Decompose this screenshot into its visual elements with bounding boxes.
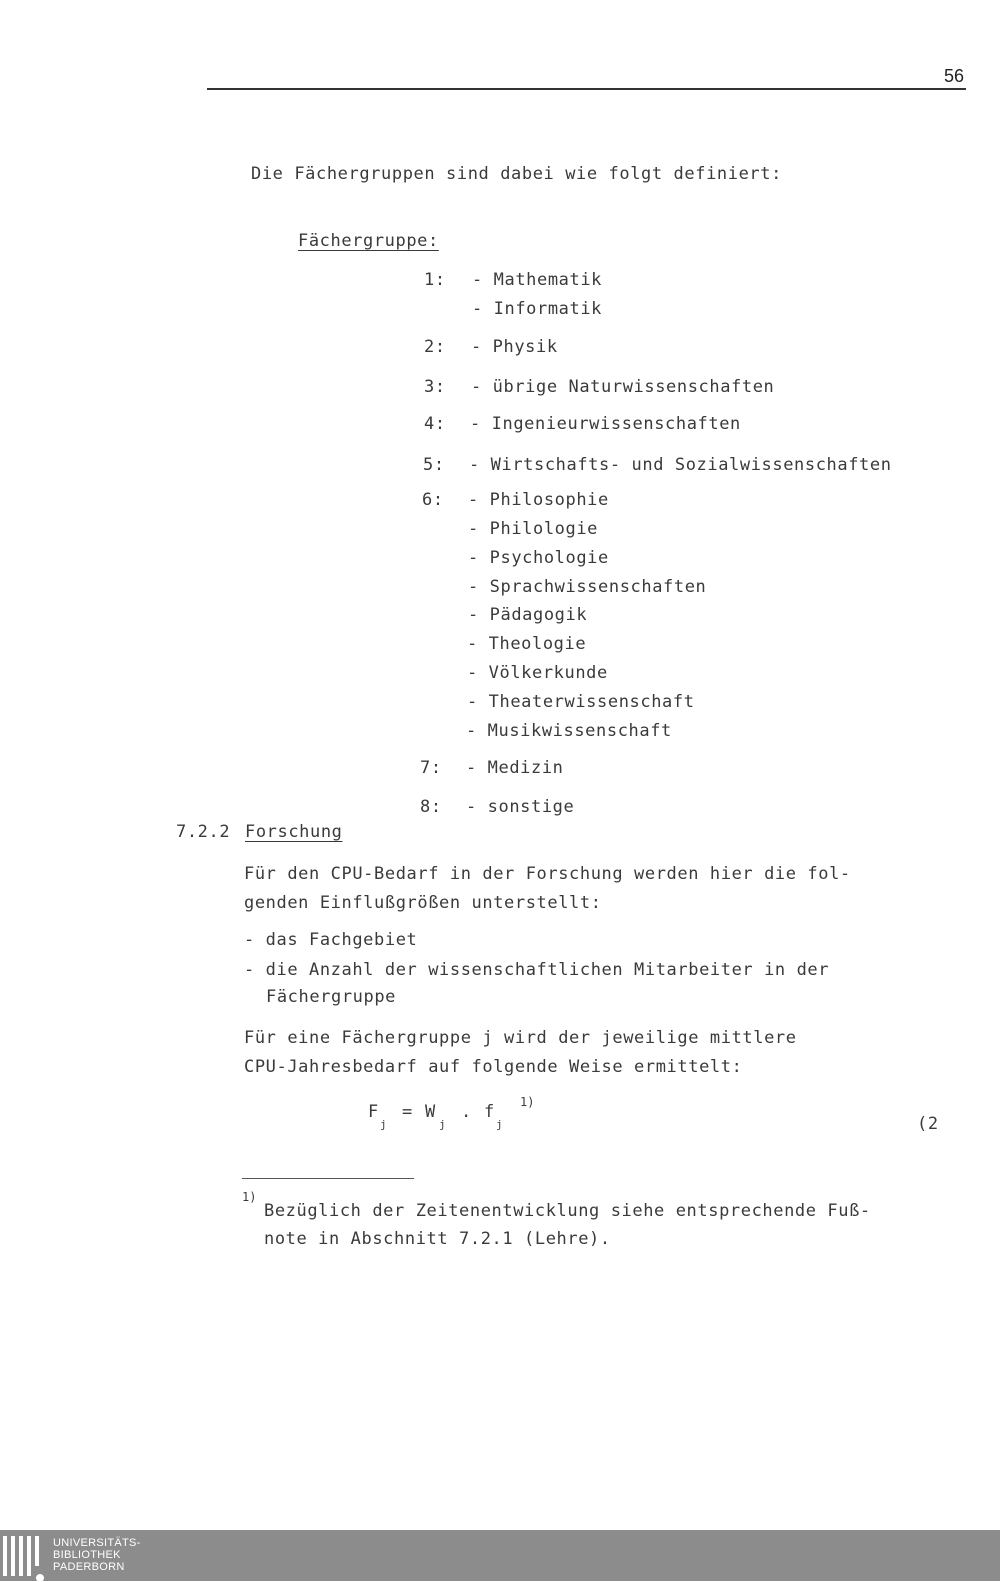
paragraph-line: Für eine Fächergruppe j wird der jeweilige mittlere [244,1028,797,1048]
group-number: 7: [420,758,442,778]
group-item: - Informatik [472,299,603,319]
page-number: 56 [944,66,965,86]
library-name [53,1537,141,1573]
formula-subscript: j [496,1118,503,1131]
group-item: - Pädagogik [468,605,588,625]
section-title: Forschung [245,822,343,842]
formula-W: W [425,1102,436,1122]
paragraph-line: genden Einflußgrößen unterstellt: [244,893,602,913]
equation-number: (2 [917,1114,939,1134]
group-number: 8: [420,797,442,817]
formula-equals: = [402,1102,413,1122]
group-item: - Sprachwissenschaften [468,577,707,597]
group-item: - übrige Naturwissenschaften [471,377,775,397]
group-item: - Psychologie [468,548,609,568]
group-number: 3: [424,377,446,397]
group-item: - Völkerkunde [467,663,608,683]
logo-dot-icon [36,1574,44,1582]
paragraph-line: Für den CPU-Bedarf in der Forschung werden hier die fol- [244,864,851,884]
group-item: - Theologie [467,634,587,654]
section-number: 7.2.2 [176,822,231,842]
group-heading: Fächergruppe: [298,231,439,251]
library-footer [0,1530,1000,1581]
group-item: - Physik [471,337,558,357]
group-item: - Philologie [468,519,599,539]
bullet-item: - das Fachgebiet [244,930,418,950]
group-item: - Mathematik [472,270,603,290]
group-number: 4: [424,414,446,434]
group-number: 6: [422,490,444,510]
library-name-line: PADERBORN [53,1561,125,1573]
formula-footnote-ref: 1) [520,1095,535,1109]
footnote-marker: 1) [242,1190,257,1204]
formula-f: f [484,1102,495,1122]
footnote-line: note in Abschnitt 7.2.1 (Lehre). [264,1229,611,1249]
footnote-line: Bezüglich der Zeitenentwicklung siehe entsprechende Fuß- [264,1201,871,1221]
formula-subscript: j [380,1118,387,1131]
header-rule [207,88,966,90]
group-item: - Ingenieurwissenschaften [470,414,741,434]
formula-dot: . [461,1102,472,1122]
group-number: 5: [423,455,445,475]
bullet-item: - die Anzahl der wissenschaftlichen Mitarbeiter in der [244,960,830,980]
formula-subscript: j [439,1118,446,1131]
group-item: - sonstige [466,797,575,817]
intro-text: Die Fächergruppen sind dabei wie folgt definiert: [251,164,782,184]
library-name-line: BIBLIOTHEK [53,1549,121,1561]
group-item: - Wirtschafts- und Sozialwissenschaften [469,455,892,475]
library-logo-icon [3,1536,45,1576]
library-name-line: UNIVERSITÄTS- [53,1537,141,1549]
group-item: - Musikwissenschaft [466,721,672,741]
group-number: 1: [424,270,446,290]
group-item: - Theaterwissenschaft [467,692,695,712]
footnote-rule [242,1178,414,1179]
paragraph-line: CPU-Jahresbedarf auf folgende Weise ermittelt: [244,1057,743,1077]
formula-F: F [368,1102,379,1122]
group-item: - Philosophie [468,490,609,510]
group-item: - Medizin [466,758,564,778]
group-number: 2: [424,337,446,357]
bullet-continuation: Fächergruppe [266,987,397,1007]
